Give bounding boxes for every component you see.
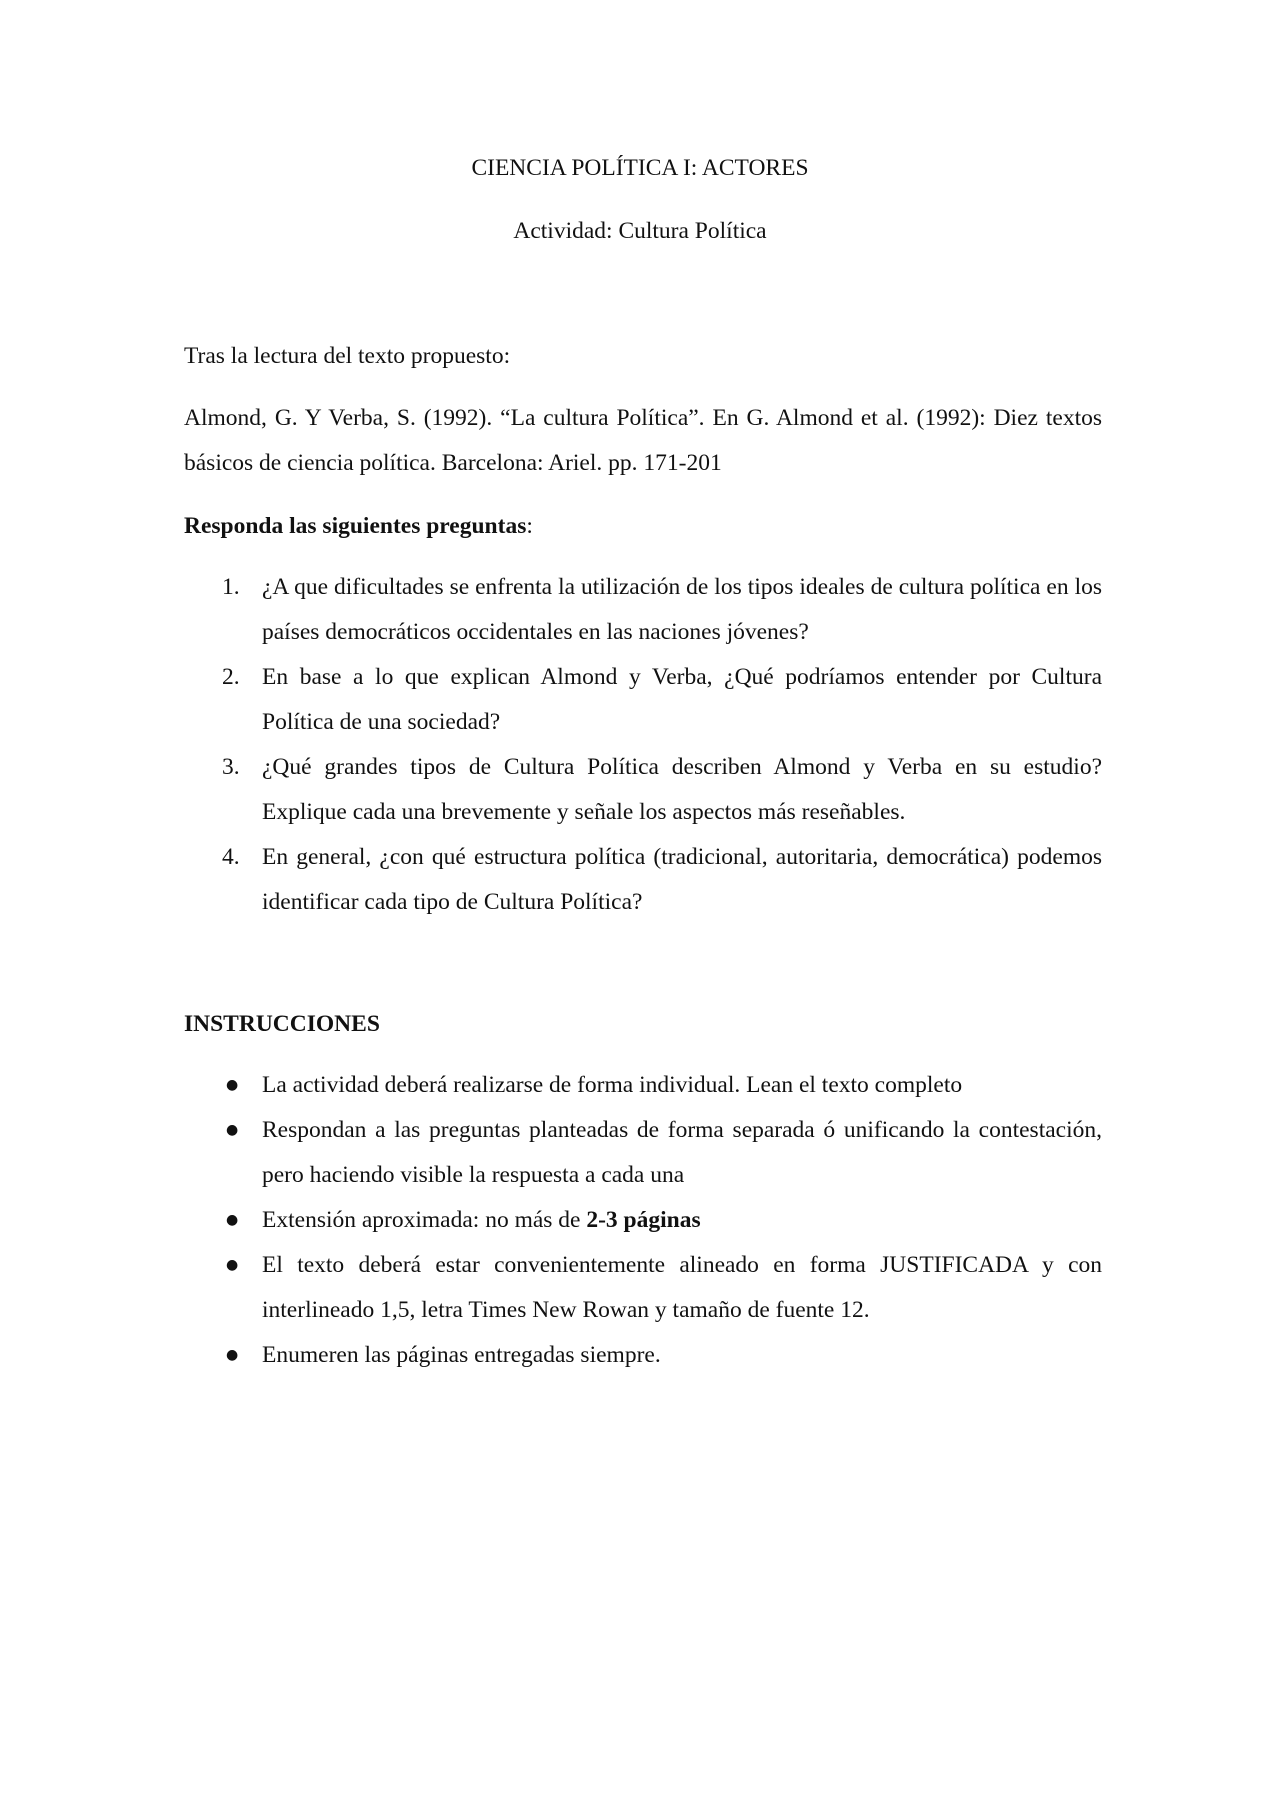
bullet-icon: ●	[226, 1212, 239, 1228]
questions-heading	[184, 504, 1102, 549]
question-number: 1.	[222, 574, 240, 600]
instructions-list	[184, 1063, 1102, 1378]
bullet-icon: ●	[226, 1347, 239, 1363]
instruction-text: La actividad deberá realizarse de forma individual. Lean el texto completo	[262, 1072, 963, 1098]
question-item	[184, 655, 1102, 745]
questions-list	[184, 565, 1102, 925]
document-title: CIENCIA POLÍTICA I: ACTORES	[471, 155, 809, 181]
question-number: 2.	[222, 664, 240, 690]
instruction-text: Enumeren las páginas entregadas siempre.	[262, 1342, 661, 1368]
instruction-item	[184, 1333, 1102, 1378]
question-item	[184, 835, 1102, 925]
question-number: 3.	[222, 754, 240, 780]
instruction-text: Extensión aproximada: no más de	[262, 1207, 587, 1233]
activity-subtitle: Actividad: Cultura Política	[513, 218, 767, 244]
bullet-icon: ●	[226, 1077, 239, 1093]
instruction-item	[184, 1063, 1102, 1108]
question-text: En general, ¿con qué estructura política (tradicional, autoritaria, democrática) podemos identificar cada tipo de Cultura Política?	[262, 844, 1102, 915]
instruction-item	[184, 1198, 1102, 1243]
instruction-item	[184, 1243, 1102, 1333]
questions-heading-colon: :	[526, 513, 533, 539]
question-item	[184, 745, 1102, 835]
instruction-text: Respondan a las preguntas planteadas de forma separada ó unificando la contestación, pero haciendo visible la respuesta a cada una	[262, 1117, 1102, 1188]
question-text: En base a lo que explican Almond y Verba, ¿Qué podríamos entender por Cultura Política de una sociedad?	[262, 664, 1102, 735]
bullet-icon: ●	[226, 1257, 239, 1273]
questions-heading-text: Responda las siguientes preguntas	[184, 513, 527, 539]
intro-paragraph: Tras la lectura del texto propuesto:	[184, 343, 511, 369]
question-text: ¿A que dificultades se enfrenta la utilización de los tipos ideales de cultura política en los países democráticos occidentales en las naciones jóvenes?	[262, 574, 1102, 645]
instruction-bold-text: 2-3 páginas	[586, 1207, 701, 1233]
bullet-icon: ●	[226, 1122, 239, 1138]
instructions-heading: INSTRUCCIONES	[184, 1011, 380, 1037]
instruction-text: El texto deberá estar convenientemente alineado en forma JUSTIFICADA y con interlineado 1,5, letra Times New Rowan y tamaño de fuente 12.	[262, 1252, 1102, 1323]
citation-paragraph: Almond, G. Y Verba, S. (1992). “La cultura Política”. En G. Almond et al. (1992): Diez textos básicos de ciencia política. Barcelona: Ariel. pp. 171-201	[184, 405, 1102, 476]
question-item	[184, 565, 1102, 655]
question-text: ¿Qué grandes tipos de Cultura Política describen Almond y Verba en su estudio? Explique cada una brevemente y señale los aspectos más reseñables.	[262, 754, 1102, 825]
instruction-item	[184, 1108, 1102, 1198]
question-number: 4.	[222, 844, 240, 870]
